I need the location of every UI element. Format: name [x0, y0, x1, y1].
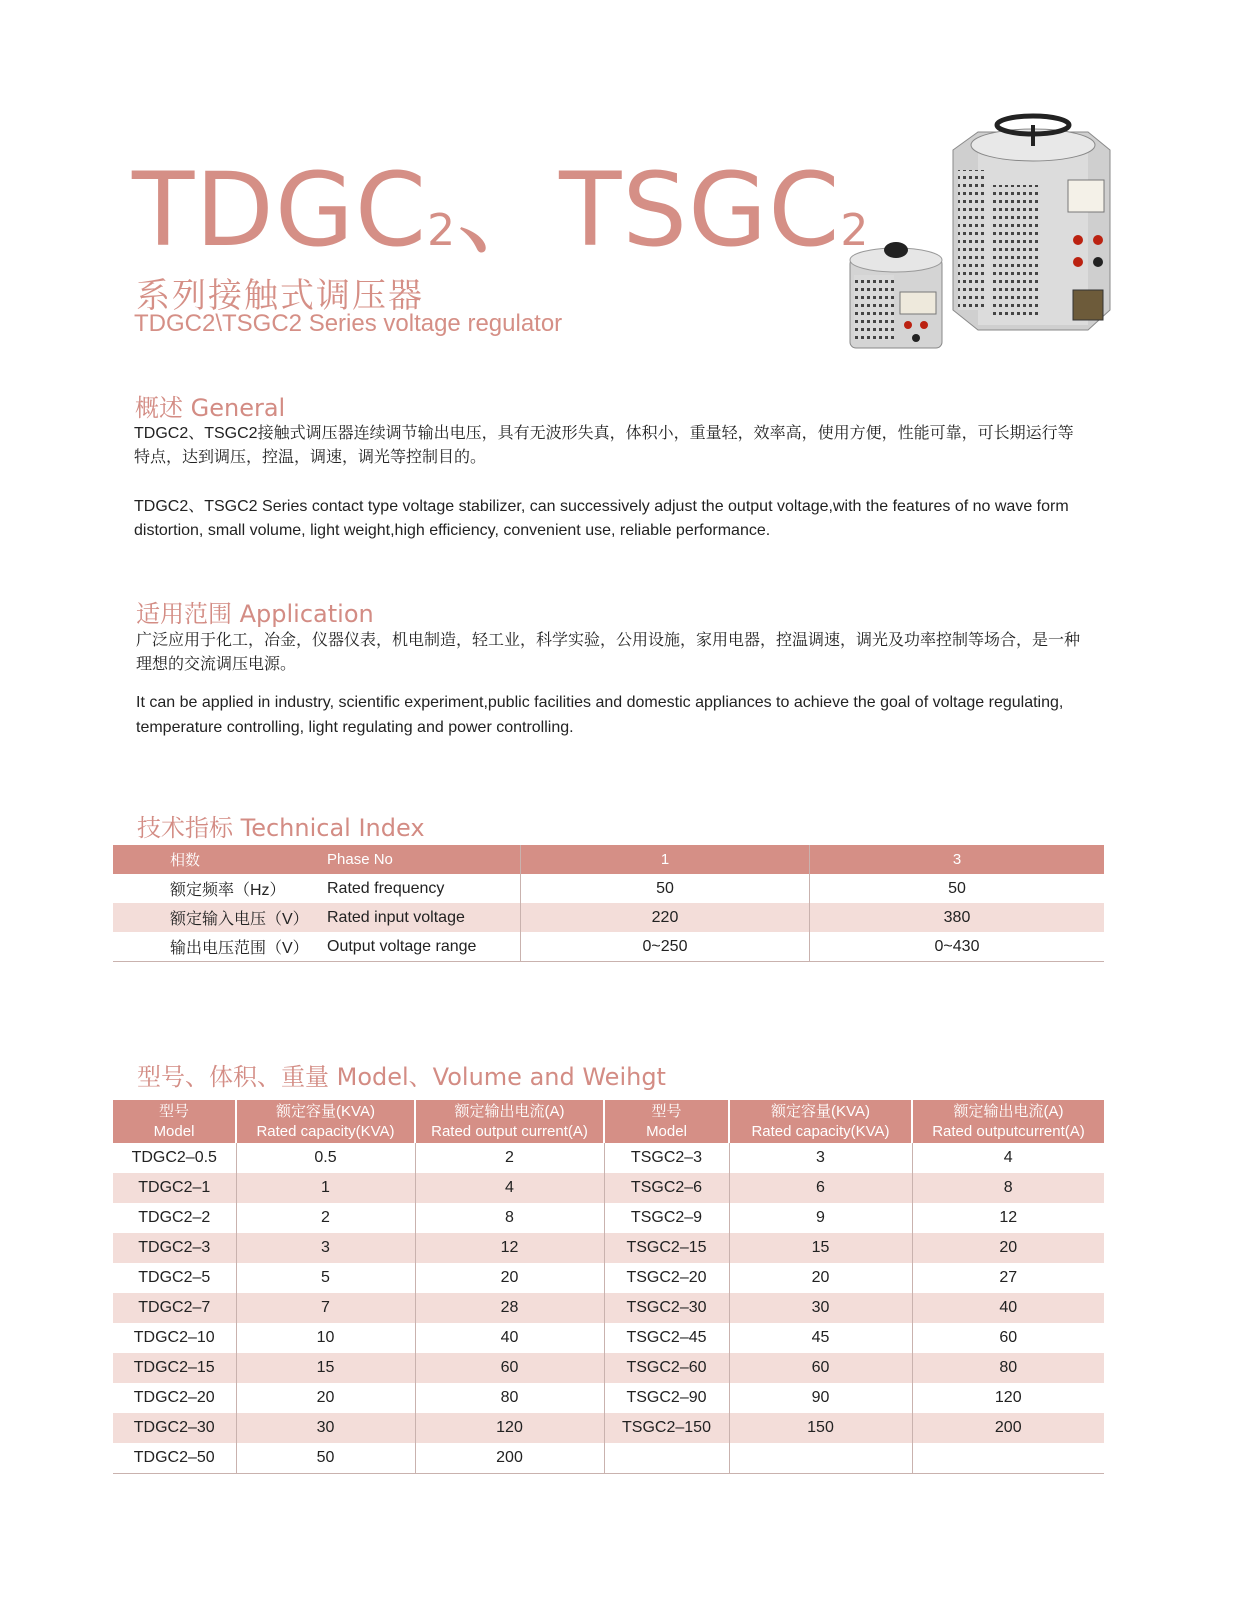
model-cell: TSGC2–9 [604, 1203, 729, 1233]
header-label-cn: 额定容量(KVA) [276, 1102, 375, 1120]
table-cell: Output voltage range [327, 932, 521, 962]
table-cell: 50 [810, 874, 1105, 903]
table-cell: Rated frequency [327, 879, 445, 897]
table-cell: 12 [415, 1233, 604, 1263]
model-cell: TSGC2–6 [604, 1173, 729, 1203]
header-label-cn: 型号 [158, 1102, 189, 1120]
table-cell: 40 [912, 1293, 1104, 1323]
table-cell: 0.5 [236, 1143, 415, 1173]
table-cell: 150 [729, 1413, 912, 1443]
models-heading: 型号、体积、重量 Model、Volume and Weihgt [137, 1063, 666, 1091]
table-cell: 380 [810, 903, 1105, 932]
table-cell: 额定频率（Hz） [170, 882, 286, 899]
application-heading: 适用范围 Application [136, 600, 374, 628]
table-cell: 2 [415, 1143, 604, 1173]
title-subscript: 2 [840, 205, 870, 256]
model-cell: TDGC2–5 [138, 1269, 211, 1286]
table-cell: 60 [415, 1353, 604, 1383]
table-row [113, 1323, 1104, 1353]
table-cell: 20 [729, 1263, 912, 1293]
table-row [113, 1143, 1104, 1173]
header-cell: Phase No [327, 845, 521, 874]
model-cell: TDGC2–20 [133, 1389, 215, 1406]
table-cell: 60 [729, 1353, 912, 1383]
table-cell: 0~250 [521, 932, 810, 962]
model-cell: TDGC2–0.5 [131, 1149, 217, 1166]
general-heading: 概述 General [135, 394, 286, 422]
general-text-cn: TDGC2、TSGC2接触式调压器连续调节输出电压，具有无波形失真，体积小，重量轻，效率高，使用方便，性能可靠，可长期运行等特点，达到调压，控温，调速，调光等控制目的。 [134, 425, 1074, 466]
table-row [113, 1413, 1104, 1443]
table-cell: 4 [415, 1173, 604, 1203]
technical-index-table [113, 845, 1104, 962]
table-cell: 6 [729, 1173, 912, 1203]
table-cell: 3 [729, 1143, 912, 1173]
table-cell: 50 [236, 1443, 415, 1474]
table-cell: 2 [236, 1203, 415, 1233]
table-cell: 200 [415, 1443, 604, 1474]
table-cell: 50 [521, 874, 810, 903]
header-label-en: Rated output current(A) [431, 1122, 588, 1140]
table-cell: 15 [236, 1353, 415, 1383]
model-table [113, 1100, 1104, 1474]
header-cell [236, 1100, 415, 1143]
table-cell: 输出电压范围（V） [113, 932, 327, 962]
table-cell: 4 [912, 1143, 1104, 1173]
table-row [113, 874, 1104, 903]
header-cell [729, 1100, 912, 1143]
table-cell: 15 [729, 1233, 912, 1263]
header-label-cn: 额定容量(KVA) [771, 1102, 870, 1120]
header-cell [604, 1100, 729, 1143]
header-label-en: Rated capacity(KVA) [256, 1122, 395, 1140]
table-row [113, 903, 1104, 932]
table-cell: 40 [415, 1323, 604, 1353]
table-cell: 8 [415, 1203, 604, 1233]
table-header-row [113, 1100, 1104, 1143]
model-cell: TDGC2–10 [133, 1329, 215, 1346]
table-row [113, 932, 1104, 962]
table-cell: 80 [912, 1353, 1104, 1383]
header-cell: 1 [521, 845, 810, 874]
table-cell: 45 [729, 1323, 912, 1353]
model-cell: TDGC2–3 [113, 1233, 236, 1263]
table-cell: 20 [415, 1263, 604, 1293]
model-cell: TSGC2–60 [604, 1353, 729, 1383]
table-cell [729, 1443, 912, 1474]
table-cell: 30 [236, 1413, 415, 1443]
table-cell: 3 [236, 1233, 415, 1263]
header-label-cn: 额定输出电流(A) [454, 1102, 565, 1120]
model-cell [604, 1443, 729, 1474]
product-title [132, 151, 870, 270]
table-cell: 27 [912, 1263, 1104, 1293]
model-cell: TDGC2–2 [138, 1209, 211, 1226]
table-cell: 0~430 [810, 932, 1105, 962]
table-cell: 20 [236, 1383, 415, 1413]
model-cell: TDGC2–30 [113, 1413, 236, 1443]
header-cell [113, 1100, 236, 1143]
model-cell: TSGC2–150 [604, 1413, 729, 1443]
title-separator: 、 [456, 151, 560, 270]
model-cell: TSGC2–45 [604, 1323, 729, 1353]
header-label-en: Rated capacity(KVA) [751, 1122, 890, 1140]
table-cell: 20 [912, 1233, 1104, 1263]
table-cell [912, 1443, 1104, 1474]
table-cell: 12 [912, 1203, 1104, 1233]
model-cell: TDGC2–1 [113, 1173, 236, 1203]
model-cell: TDGC2–15 [113, 1353, 236, 1383]
title-part-tsgc: TSGC [559, 151, 841, 270]
table-row [113, 1203, 1104, 1233]
product-subtitle-en: TDGC2\TSGC2 Series voltage regulator [134, 310, 563, 337]
table-row [113, 1263, 1104, 1293]
model-cell: TSGC2–3 [604, 1143, 729, 1173]
application-text-en: It can be applied in industry, scientific experiment,public facilities and domestic appliances to achieve the goal of voltage regulating, temperature controlling, light regulating and power controlling. [136, 694, 1064, 736]
technical-heading: 技术指标 Technical Index [137, 814, 425, 842]
table-cell: Rated input voltage [327, 903, 521, 932]
table-cell: 5 [236, 1263, 415, 1293]
header-label-en: Model [646, 1122, 687, 1140]
table-cell: 220 [521, 903, 810, 932]
table-cell: 80 [415, 1383, 604, 1413]
model-cell: TSGC2–30 [604, 1293, 729, 1323]
product-subtitle-cn: 系列接触式调压器 [136, 276, 424, 316]
general-text-en: TDGC2、TSGC2 Series contact type voltage stabilizer, can successively adjust the output voltage,with the features of no wave form distortion, small volume, light weight,high efficiency, convenient use, reliable performance. [134, 498, 1069, 539]
table-header-row [113, 845, 1104, 874]
table-cell: 7 [236, 1293, 415, 1323]
header-cell [415, 1100, 604, 1143]
table-cell: 30 [729, 1293, 912, 1323]
header-label-cn: 型号 [651, 1102, 682, 1120]
model-cell: TDGC2–7 [113, 1293, 236, 1323]
model-cell: TSGC2–15 [604, 1233, 729, 1263]
header-cell: 3 [810, 845, 1105, 874]
table-cell: 8 [912, 1173, 1104, 1203]
application-text-cn: 广泛应用于化工，冶金，仪器仪表，机电制造，轻工业，科学实验，公用设施，家用电器，控温调速，调光及功率控制等场合，是一种理想的交流调压电源。 [136, 632, 1081, 673]
table-cell: 额定输入电压（V） [113, 903, 327, 932]
title-subscript: 2 [427, 205, 457, 256]
header-label-en: Rated outputcurrent(A) [932, 1122, 1085, 1140]
table-row [113, 1293, 1104, 1323]
table-cell: 10 [236, 1323, 415, 1353]
table-cell: 9 [729, 1203, 912, 1233]
table-cell: 1 [236, 1173, 415, 1203]
table-row [113, 1443, 1104, 1474]
table-cell: 90 [729, 1383, 912, 1413]
header-cell [912, 1100, 1104, 1143]
table-row [113, 1233, 1104, 1263]
table-cell: 28 [415, 1293, 604, 1323]
title-part-tdgc: TDGC [132, 151, 428, 270]
header-label-cn: 额定输出电流(A) [953, 1102, 1064, 1120]
table-cell: 60 [912, 1323, 1104, 1353]
header-cell: 相数 [113, 845, 327, 874]
table-cell: 120 [912, 1383, 1104, 1413]
table-cell: 200 [912, 1413, 1104, 1443]
header-label-en: Model [153, 1122, 195, 1140]
model-cell: TSGC2–20 [604, 1263, 729, 1293]
table-row [113, 1173, 1104, 1203]
model-cell: TDGC2–50 [113, 1443, 236, 1474]
table-cell: 120 [415, 1413, 604, 1443]
model-cell: TSGC2–90 [604, 1383, 729, 1413]
voltage-regulator-product-image [848, 110, 1118, 355]
table-row [113, 1353, 1104, 1383]
table-row [113, 1383, 1104, 1413]
